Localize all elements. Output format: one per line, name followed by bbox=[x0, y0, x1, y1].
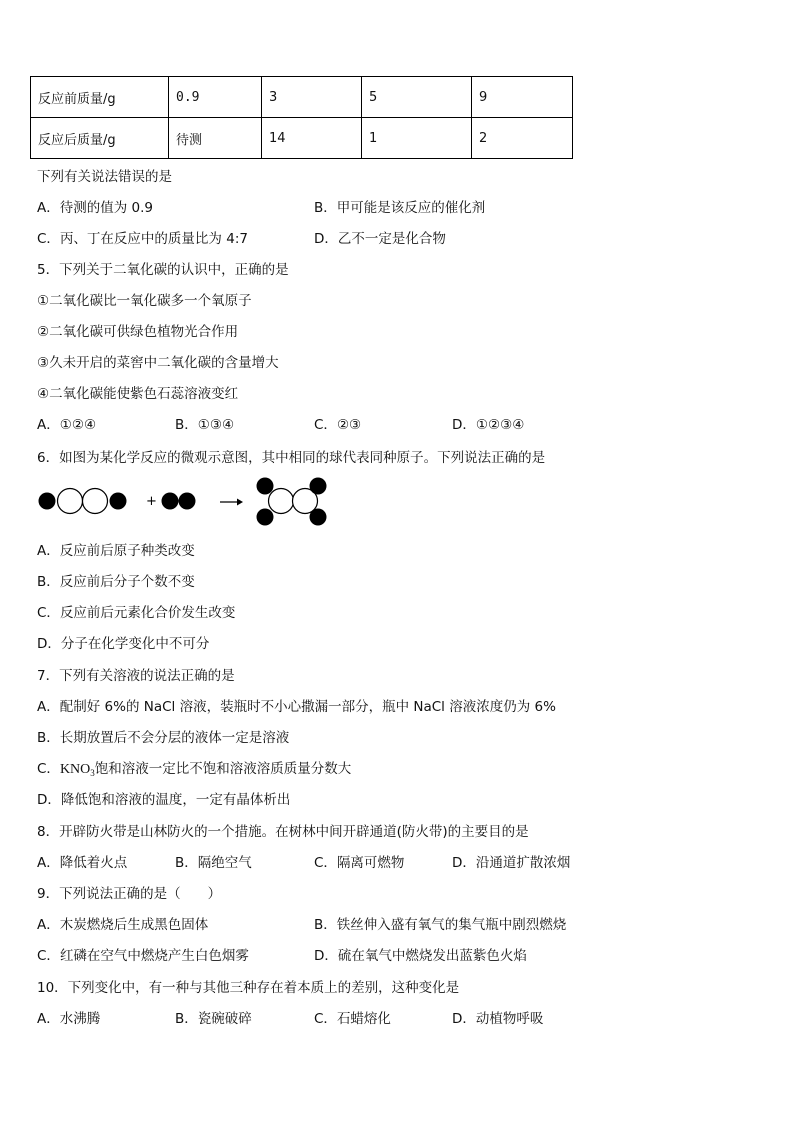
option-text: 分子在化学变化中不可分 bbox=[60, 636, 210, 652]
option-text: 饱和溶液一定比不饱和溶液溶质质量分数大 bbox=[94, 761, 352, 777]
reactant-molecule-1 bbox=[39, 489, 127, 514]
reaction-microscopic-diagram bbox=[30, 470, 340, 530]
table-cell: 待测 bbox=[169, 118, 262, 159]
question-stem: 7．下列有关溶液的说法正确的是 bbox=[37, 668, 235, 684]
option-c bbox=[37, 230, 248, 248]
option-letter: A． bbox=[37, 855, 60, 871]
statement: ①二氧化碳比一氧化碳多一个氧原子 bbox=[37, 293, 252, 309]
option-text: 瓷碗破碎 bbox=[197, 1011, 252, 1027]
option-c bbox=[37, 760, 351, 782]
option-letter: B． bbox=[37, 730, 60, 746]
option-letter: C． bbox=[314, 855, 337, 871]
option-text: ①②③④ bbox=[475, 417, 525, 433]
option-letter: B． bbox=[175, 417, 198, 433]
table-cell: 5 bbox=[362, 77, 472, 118]
option-letter: C． bbox=[37, 761, 60, 777]
option-text: 降低饱和溶液的温度，一定有晶体析出 bbox=[60, 792, 291, 808]
option-letter: D． bbox=[314, 231, 338, 247]
option-letter: D． bbox=[452, 855, 476, 871]
option-d bbox=[452, 854, 570, 872]
option-d bbox=[314, 230, 446, 248]
option-c bbox=[37, 947, 249, 965]
formula-subscript: 3 bbox=[90, 768, 95, 778]
option-letter: D． bbox=[37, 792, 61, 808]
option-letter: A． bbox=[37, 417, 60, 433]
option-d bbox=[37, 791, 290, 809]
table-cell: 2 bbox=[472, 118, 573, 159]
option-d bbox=[37, 635, 209, 653]
option-text: 石蜡熔化 bbox=[336, 1011, 391, 1027]
option-text: 动植物呼吸 bbox=[475, 1011, 544, 1027]
option-d bbox=[314, 947, 527, 965]
option-text: 铁丝伸入盛有氧气的集气瓶中剧烈燃烧 bbox=[336, 917, 567, 933]
option-a bbox=[37, 854, 127, 872]
option-text: 丙、丁在反应中的质量比为 4:7 bbox=[59, 231, 248, 247]
option-letter: C． bbox=[37, 231, 60, 247]
statement: ④二氧化碳能使紫色石蕊溶液变红 bbox=[37, 386, 239, 402]
option-letter: B． bbox=[37, 574, 60, 590]
option-a bbox=[37, 698, 556, 716]
table-cell: 9 bbox=[472, 77, 573, 118]
option-letter: B． bbox=[175, 855, 198, 871]
option-d bbox=[452, 416, 524, 434]
table-cell: 0.9 bbox=[169, 77, 262, 118]
option-c bbox=[314, 416, 361, 434]
table-row bbox=[31, 118, 573, 159]
question-stem: 8．开辟防火带是山林防火的一个措施。在树林中间开辟通道(防火带)的主要目的是 bbox=[37, 824, 529, 840]
option-letter: D． bbox=[452, 417, 476, 433]
option-text: ①②④ bbox=[59, 417, 97, 433]
question-stem: 9．下列说法正确的是（ ） bbox=[37, 886, 222, 902]
option-b bbox=[37, 729, 289, 747]
chemical-formula bbox=[60, 762, 95, 777]
option-text: 乙不一定是化合物 bbox=[337, 231, 446, 247]
option-text: 甲可能是该反应的催化剂 bbox=[336, 200, 486, 216]
table-cell: 14 bbox=[262, 118, 362, 159]
option-letter: D． bbox=[314, 948, 338, 964]
statement: ③久未开启的菜窖中二氧化碳的含量增大 bbox=[37, 355, 279, 371]
option-text: 反应前后分子个数不变 bbox=[59, 574, 195, 590]
option-text: ①③④ bbox=[197, 417, 235, 433]
option-letter: A． bbox=[37, 699, 60, 715]
option-text: 反应前后原子种类改变 bbox=[59, 543, 195, 559]
option-text: 反应前后元素化合价发生改变 bbox=[59, 605, 236, 621]
question-stem: 下列有关说法错误的是 bbox=[37, 169, 172, 185]
option-a bbox=[37, 542, 195, 560]
option-text: 长期放置后不会分层的液体一定是溶液 bbox=[59, 730, 290, 746]
plus-sign: + bbox=[146, 494, 157, 509]
option-a bbox=[37, 199, 153, 217]
option-b bbox=[314, 199, 485, 217]
formula-main: KNO bbox=[59, 762, 91, 777]
option-b bbox=[175, 416, 234, 434]
question-stem: 10．下列变化中，有一种与其他三种存在着本质上的差别，这种变化是 bbox=[37, 980, 460, 996]
option-b bbox=[37, 573, 195, 591]
table-row-label: 反应后质量/g bbox=[31, 118, 169, 159]
option-b bbox=[314, 916, 566, 934]
table-cell: 3 bbox=[262, 77, 362, 118]
table-cell: 1 bbox=[362, 118, 472, 159]
option-letter: C． bbox=[37, 948, 60, 964]
product-molecule bbox=[257, 478, 327, 526]
option-a bbox=[37, 416, 96, 434]
option-text: 配制好 6%的 NaCl 溶液，装瓶时不小心撒漏一部分，瓶中 NaCl 溶液浓度仍为 6% bbox=[59, 699, 556, 715]
option-text: 红磷在空气中燃烧产生白色烟雾 bbox=[59, 948, 249, 964]
option-d bbox=[452, 1010, 543, 1028]
option-text: 木炭燃烧后生成黑色固体 bbox=[59, 917, 209, 933]
option-letter: B． bbox=[314, 917, 337, 933]
option-text: 隔绝空气 bbox=[197, 855, 252, 871]
option-text: 隔离可燃物 bbox=[336, 855, 405, 871]
option-text: 硫在氧气中燃烧发出蓝紫色火焰 bbox=[337, 948, 527, 964]
option-c bbox=[314, 854, 404, 872]
table-row-label: 反应前质量/g bbox=[31, 77, 169, 118]
option-a bbox=[37, 916, 208, 934]
option-letter: C． bbox=[314, 417, 337, 433]
statement: ②二氧化碳可供绿色植物光合作用 bbox=[37, 324, 239, 340]
option-letter: A． bbox=[37, 543, 60, 559]
question-stem: 5．下列关于二氧化碳的认识中，正确的是 bbox=[37, 262, 289, 278]
option-b bbox=[175, 1010, 252, 1028]
option-letter: D． bbox=[37, 636, 61, 652]
option-c bbox=[37, 604, 235, 622]
option-letter: D． bbox=[452, 1011, 476, 1027]
option-letter: C． bbox=[314, 1011, 337, 1027]
mass-data-table bbox=[30, 76, 573, 159]
option-a bbox=[37, 1010, 100, 1028]
reactant-molecule-2 bbox=[162, 493, 196, 510]
option-letter: A． bbox=[37, 200, 60, 216]
option-text: 待测的值为 0.9 bbox=[59, 200, 154, 216]
question-stem: 6．如图为某化学反应的微观示意图，其中相同的球代表同种原子。下列说法正确的是 bbox=[37, 450, 546, 466]
option-text: 降低着火点 bbox=[59, 855, 128, 871]
option-letter: A． bbox=[37, 1011, 60, 1027]
table-row bbox=[31, 77, 573, 118]
reaction-arrow-icon bbox=[220, 499, 243, 506]
option-text: 沿通道扩散浓烟 bbox=[475, 855, 571, 871]
option-c bbox=[314, 1010, 391, 1028]
option-b bbox=[175, 854, 252, 872]
option-text: 水沸腾 bbox=[59, 1011, 101, 1027]
option-letter: C． bbox=[37, 605, 60, 621]
option-letter: A． bbox=[37, 917, 60, 933]
option-letter: B． bbox=[314, 200, 337, 216]
option-text: ②③ bbox=[336, 417, 362, 433]
option-letter: B． bbox=[175, 1011, 198, 1027]
